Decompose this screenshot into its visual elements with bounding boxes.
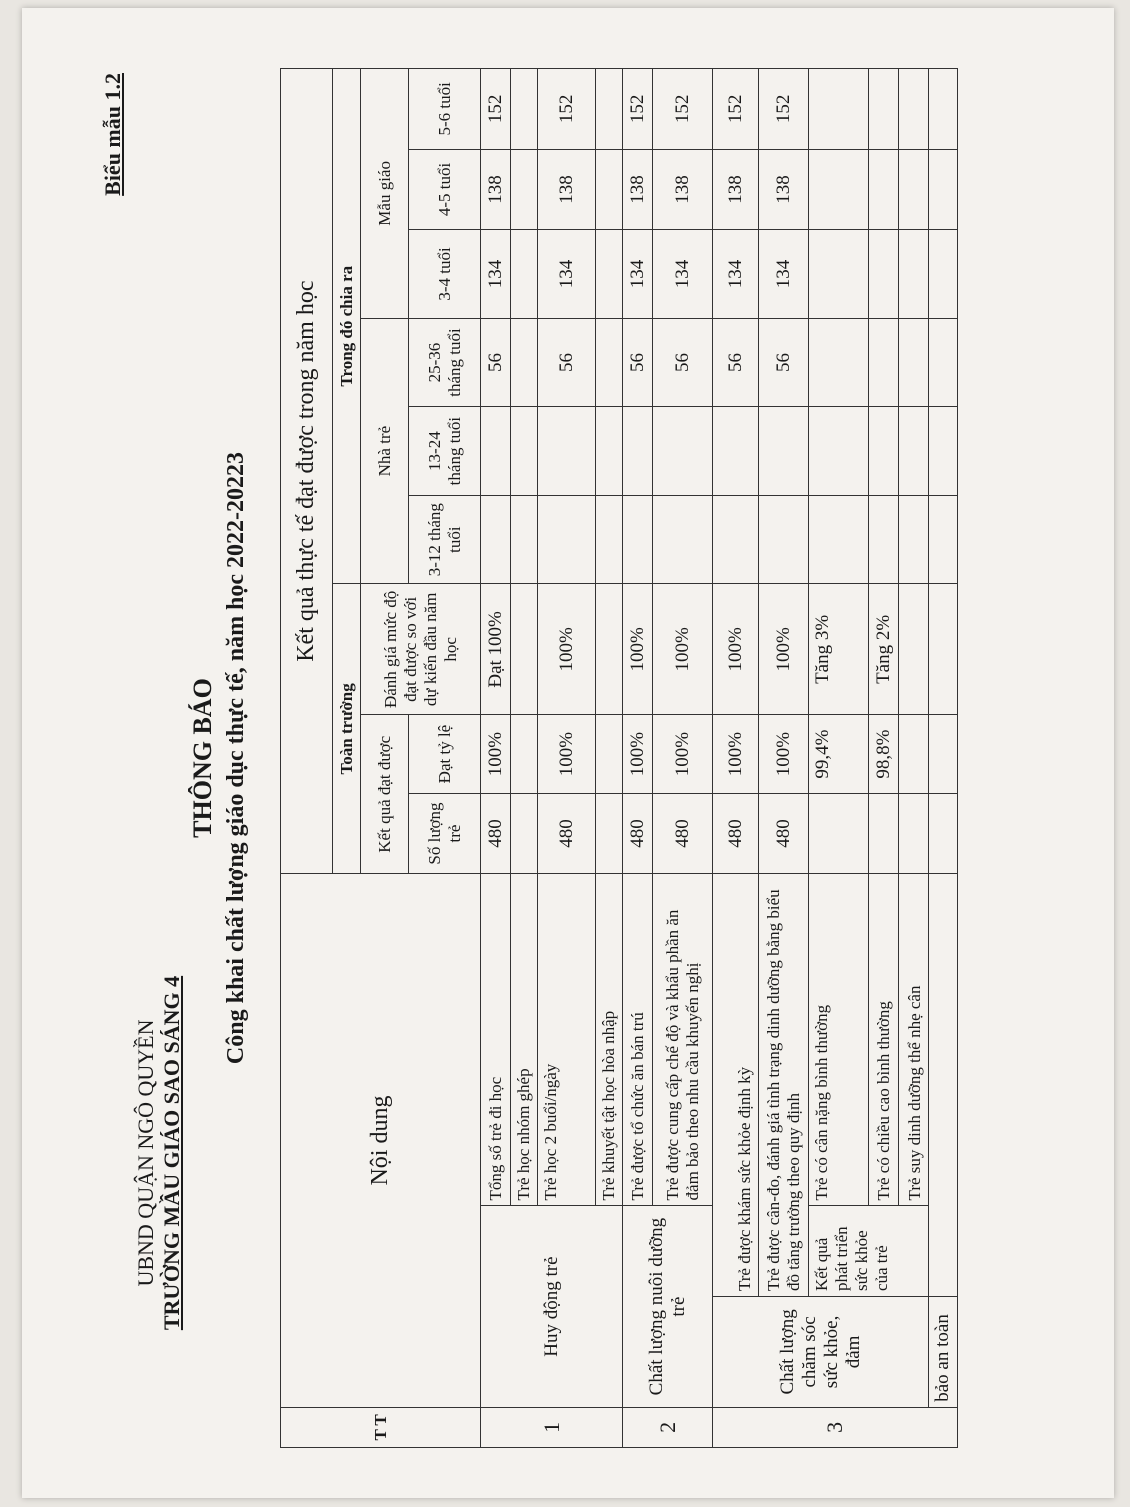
breakdown-header: Trong đó chia ra xyxy=(333,69,361,584)
cell-4-5: 138 xyxy=(623,149,653,230)
cell-3-4: 134 xyxy=(713,230,759,319)
row-label: Trẻ suy dinh dưỡng thể nhẹ cân xyxy=(899,874,929,1206)
cell-5-6: 152 xyxy=(481,69,511,150)
rotated-page xyxy=(48,23,1108,1493)
cell-eval: Tăng 3% xyxy=(809,584,869,715)
group-number: 2 xyxy=(623,1407,713,1447)
cell-count: 480 xyxy=(713,793,759,874)
cell-25-36: 56 xyxy=(759,318,809,407)
group-name: Huy động trẻ xyxy=(481,1206,623,1407)
group-name-continued: bảo an toàn xyxy=(929,1297,958,1408)
age-25-36-header: 25-36 tháng tuổi xyxy=(409,318,481,407)
cell-rate: 98,8% xyxy=(869,715,899,794)
cell-3-4: 134 xyxy=(623,230,653,319)
age-3-12-header: 3-12 tháng tuổi xyxy=(409,495,481,584)
content-header: Nội dung xyxy=(281,874,481,1407)
row-label: Tổng số trẻ đi học xyxy=(481,874,511,1206)
row-label: Trẻ được tổ chức ăn bán trú xyxy=(623,874,653,1206)
cell-eval: 100% xyxy=(653,584,713,715)
count-header: Số lượng trẻ xyxy=(409,793,481,874)
paper-sheet xyxy=(22,8,1114,1498)
table-row xyxy=(481,69,511,1448)
cell-4-5: 138 xyxy=(538,149,596,230)
cell-rate: 100% xyxy=(759,715,809,794)
cell-4-5: 138 xyxy=(759,149,809,230)
result-header: Kết quả thực tế đạt được trong năm học xyxy=(281,69,333,874)
group-name: Chất lượng nuôi dưỡng trẻ xyxy=(623,1206,713,1407)
document-subtitle: Công khai chất lượng giáo dục thực tế, năm học 2022-20223 xyxy=(223,451,249,1065)
age-13-24-header: 13-24 tháng tuổi xyxy=(409,407,481,496)
cell-5-6: 152 xyxy=(713,69,759,150)
cell-4-5: 138 xyxy=(653,149,713,230)
cell-rate: 100% xyxy=(653,715,713,794)
header-left xyxy=(133,913,185,1393)
row-label: Trẻ được cung cấp chế độ và khẩu phần ăn đảm bảo theo nhu cầu khuyến nghị xyxy=(653,874,713,1206)
table-row xyxy=(713,69,759,1448)
cell-eval: 100% xyxy=(759,584,809,715)
rate-header: Đạt tỷ lệ xyxy=(409,715,481,794)
form-code: Biểu mẫu 1.2 xyxy=(100,73,125,196)
row-label: Trẻ có cân nặng bình thường xyxy=(809,874,869,1206)
cell-25-36: 56 xyxy=(713,318,759,407)
cell-count: 480 xyxy=(538,793,596,874)
document-title: THÔNG BÁO xyxy=(188,678,217,838)
cell-25-36: 56 xyxy=(481,318,511,407)
school-name: TRƯỜNG MẦU GIÁO SAO SÁNG 4 xyxy=(159,975,184,1331)
cell-3-4: 134 xyxy=(538,230,596,319)
cell-5-6: 152 xyxy=(538,69,596,150)
age-3-4-header: 3-4 tuổi xyxy=(409,230,481,319)
table-row xyxy=(929,69,958,1448)
cell-count: 480 xyxy=(623,793,653,874)
row-label: Trẻ học 2 buổi/ngày xyxy=(538,874,596,1206)
cell-3-4: 134 xyxy=(759,230,809,319)
cell-rate: 99,4% xyxy=(809,715,869,794)
cell-3-4: 134 xyxy=(653,230,713,319)
row-label: Trẻ được khám sức khỏe định kỳ xyxy=(713,874,759,1297)
cell-25-36: 56 xyxy=(538,318,596,407)
cell-count: 480 xyxy=(759,793,809,874)
cell-count: 480 xyxy=(653,793,713,874)
achieved-result-header: Kết quả đạt được xyxy=(361,715,409,874)
authority-name: UBND QUẬN NGÔ QUYỀN xyxy=(133,1019,158,1287)
cell-eval: Đạt 100% xyxy=(481,584,511,715)
row-label: Trẻ được cân-đo, đánh giá tình trạng dinh dưỡng bằng biểu đồ tăng trưởng theo quy định xyxy=(759,874,809,1297)
age-4-5-header: 4-5 tuổi xyxy=(409,149,481,230)
cell-4-5: 138 xyxy=(713,149,759,230)
quality-report-table xyxy=(280,68,958,1448)
nursery-header: Nhà trẻ xyxy=(361,318,409,584)
group-name: Chất lượng chăm sóc sức khỏe, đảm xyxy=(713,1297,929,1408)
cell-eval: 100% xyxy=(713,584,759,715)
row-label: Trẻ khuyết tật học hòa nhập xyxy=(596,874,623,1206)
row-label: Trẻ có chiều cao bình thường xyxy=(869,874,899,1206)
cell-25-36: 56 xyxy=(623,318,653,407)
cell-count: 480 xyxy=(481,793,511,874)
group-number: 1 xyxy=(481,1407,623,1447)
group-number: 3 xyxy=(713,1407,958,1447)
age-5-6-header: 5-6 tuổi xyxy=(409,69,481,150)
cell-5-6: 152 xyxy=(623,69,653,150)
cell-4-5: 138 xyxy=(481,149,511,230)
stt-header: T T xyxy=(281,1407,481,1447)
row-label: Trẻ học nhóm ghép xyxy=(511,874,538,1206)
kindergarten-header: Mẫu giáo xyxy=(361,69,409,319)
cell-rate: 100% xyxy=(623,715,653,794)
cell-rate: 100% xyxy=(713,715,759,794)
table-row xyxy=(759,69,809,1448)
cell-eval: Tăng 2% xyxy=(869,584,899,715)
whole-school-header: Toàn trường xyxy=(333,584,361,874)
cell-eval: 100% xyxy=(623,584,653,715)
table-row xyxy=(623,69,653,1448)
table-row xyxy=(809,69,869,1448)
cell-eval: 100% xyxy=(538,584,596,715)
cell-rate: 100% xyxy=(481,715,511,794)
evaluation-header: Đánh giá mức độ đạt được so với dự kiến đầu năm học xyxy=(361,584,481,715)
cell-25-36: 56 xyxy=(653,318,713,407)
cell-rate: 100% xyxy=(538,715,596,794)
cell-3-4: 134 xyxy=(481,230,511,319)
cell-5-6: 152 xyxy=(653,69,713,150)
health-subgroup: Kết quả phát triển sức khỏe của trẻ xyxy=(809,1206,929,1297)
cell-5-6: 152 xyxy=(759,69,809,150)
